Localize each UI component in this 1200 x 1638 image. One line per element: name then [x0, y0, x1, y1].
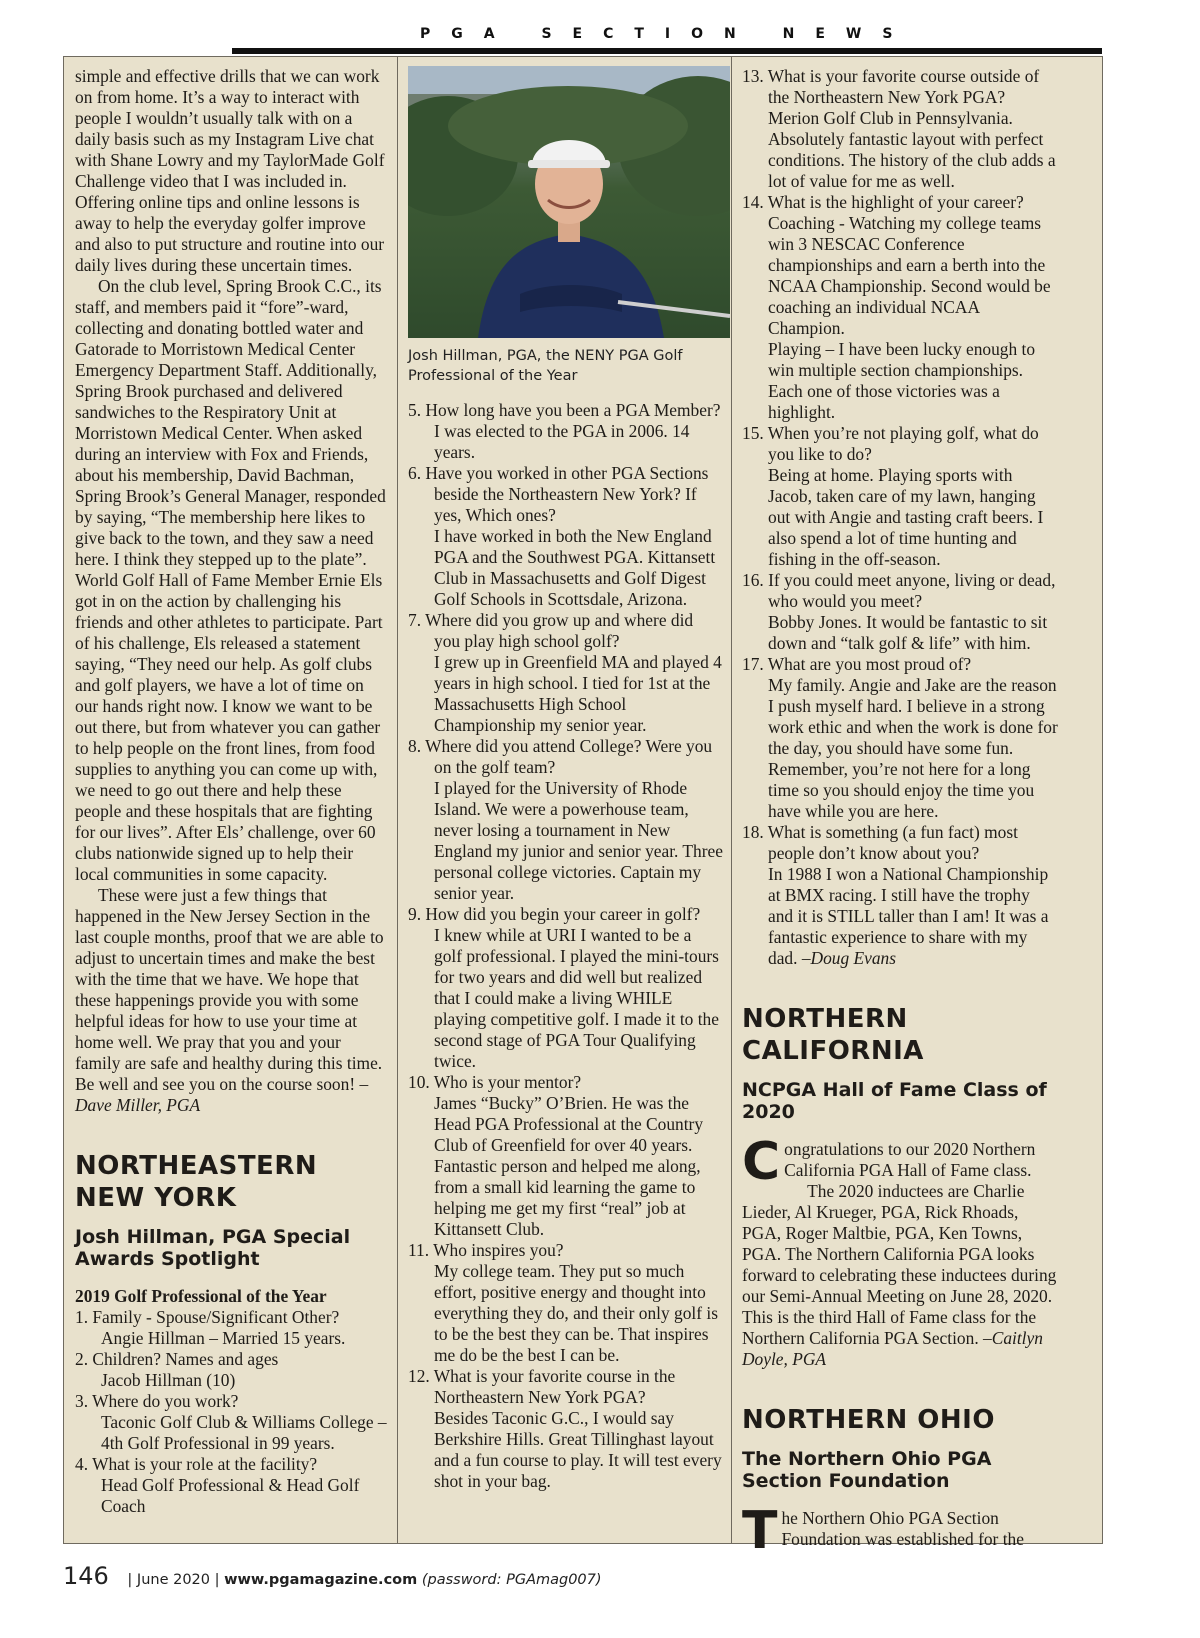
qa-question: 13. What is your favorite course outside of the Northeastern New York PGA? [742, 66, 1040, 107]
section-heading-neny: NORTHEASTERN NEW YORK [75, 1151, 318, 1213]
column-3 [742, 66, 1058, 1561]
portrait-illustration [408, 66, 730, 338]
qa-question: 2. Children? Names and ages [75, 1349, 279, 1369]
body-paragraph: On the club level, Spring Brook C.C., its staff, and members paid it “fore”-ward, collecting and donating bottled water and Gatorade to Morristown Medical Center Emergency Department Staff. Additionally, Spring Brook purchased and delivered sandwiches to the Respiratory Unit at Morristown Medical Center. When asked during an interview with Fox and Friends, about his membership, David Bachman, Spring Brook’s General Manager, responded by saying, “The membership here likes to give back to the town, and they saw a need here. I think they stepped up to the plate”. World Golf Hall of Fame Member Ernie Els got in on the action by challenging his friends and other athletes to participate. Part of his challenge, Els released a statement saying, “They need our help. As golf clubs and golf players, we have a lot of time on our hands right now. I know we want to be out there, but from whatever you can gather to help people on the front lines, from food supplies to anything you can come up with, we need to go out there and help these people and these hospitals that are fighting for our lives”. After Els’ challenge, over 60 clubs nationwide signed up to help their local communities in some capacity. [75, 276, 386, 884]
qa-answer: I knew while at URI I wanted to be a golf professional. I played the mini-tours for two years and did well but realized that I could make a living WHILE playing competitive golf. I made it to the second stage of PGA Tour Qualifying twice. [434, 925, 719, 1071]
qa-question: 8. Where did you attend College? Were you on the golf team? [408, 736, 713, 777]
qa-answer: I have worked in both the New England PGA and the Southwest PGA. Kittansett Club in Massachusetts and Golf Digest Golf Schools in Scottsdale, Arizona. [434, 526, 716, 609]
page-number: 146 [63, 1562, 109, 1590]
qa-answer: My family. Angie and Jake are the reason I push myself hard. I believe in a strong work ethic and when the work is done for the day, you should have some fun. Remember, you’re not here for a long time so you should enjoy the time you have while you are here. [768, 675, 1058, 821]
qa-question: 14. What is the highlight of your career? [742, 192, 1024, 212]
qa-answer: My college team. They put so much effort, positive energy and thought into everything they do, and their only golf is to be the best they can be. That inspires me do be the best I can be. [434, 1261, 718, 1365]
qa-answer: Being at home. Playing sports with Jacob, taken care of my lawn, hanging out with Angie and tasting craft beers. I also spend a lot of time hunting and fishing in the off-season. [768, 465, 1044, 569]
column-1 [75, 66, 387, 1517]
qa-answer: Besides Taconic G.C., I would say Berkshire Hills. Great Tillinghast layout and a fun course to play. It will test every shot in your bag. [434, 1408, 722, 1491]
section-heading-northern-california: NORTHERN CALIFORNIA [742, 1004, 924, 1066]
qa-answer: Bobby Jones. It would be fantastic to sit down and “talk golf & life” with him. [768, 612, 1048, 653]
author-signoff: –Dave Miller, PGA [75, 1074, 369, 1115]
qa-answer: I played for the University of Rhode Island. We were a powerhouse team, never losing a tournament in New England my junior and senior year. Three personal college victories. Captain my senior year. [434, 778, 723, 903]
qa-answer: Merion Golf Club in Pennsylvania. Absolutely fantastic layout with perfect conditions. The history of the club adds a lot of value for me as well. [768, 108, 1056, 191]
section-heading-northern-ohio: NORTHERN OHIO [742, 1405, 995, 1435]
subheading: NCPGA Hall of Fame Class of 2020 [742, 1079, 1047, 1123]
qa-answer: In 1988 I won a National Championship at BMX racing. I still have the trophy and it is STILL taller than I am! It was a fantastic experience to share with my dad. –Doug Evans [768, 864, 1049, 968]
qa-answer: Taconic Golf Club & Williams College – 4th Golf Professional in 99 years. [101, 1412, 387, 1453]
qa-list [742, 66, 1058, 969]
subheading: Josh Hillman, PGA Special Awards Spotlight [75, 1226, 351, 1270]
qa-question: 4. What is your role at the facility? [75, 1454, 318, 1474]
author-signoff: –Doug Evans [801, 948, 897, 968]
qa-question: 6. Have you worked in other PGA Sections beside the Northeastern New York? If yes, Which ones? [408, 463, 709, 525]
qa-answer: Jacob Hillman (10) [101, 1370, 236, 1390]
qa-question: 15. When you’re not playing golf, what do you like to do? [742, 423, 1039, 464]
author-signoff: –Caitlyn Doyle, PGA [742, 1328, 1043, 1369]
qa-answer: Angie Hillman – Married 15 years. [101, 1328, 346, 1348]
portrait-photo [408, 66, 730, 338]
qa-question: 5. How long have you been a PGA Member? [408, 400, 721, 420]
section-header-title: PGA SECTION NEWS [420, 26, 914, 42]
qa-answer: Playing – I have been lucky enough to win multiple section championships. Each one of those victories was a highlight. [768, 339, 1036, 422]
body-paragraph: The 2020 inductees are Charlie Lieder, Al Krueger, PGA, Rick Rhoads, PGA, Roger Maltbie, PGA, Ken Towns, PGA. The Northern California PGA looks forward to celebrating these inductees during our Semi-Annual Meeting on June 28, 2020. This is the third Hall of Fame class for the Northern California PGA Section. –Caitlyn Doyle, PGA [742, 1181, 1057, 1369]
column-divider [397, 57, 398, 1543]
qa-answer: I grew up in Greenfield MA and played 4 years in high school. I tied for 1st at the Massachusetts High School Championship my senior year. [434, 652, 722, 735]
qa-question: 1. Family - Spouse/Significant Other? [75, 1307, 340, 1327]
page-footer: 146 | June 2020 | www.pgamagazine.com (password: PGAmag007) [63, 1562, 602, 1590]
qa-answer: Head Golf Professional & Head Golf Coach [101, 1475, 360, 1516]
qa-question: 12. What is your favorite course in the Northeastern New York PGA? [408, 1366, 676, 1407]
photo-caption: Josh Hillman, PGA, the NENY PGA Golf Professional of the Year [408, 348, 683, 384]
qa-question: 10. Who is your mentor? [408, 1072, 582, 1092]
column-divider [731, 57, 732, 1543]
qa-question: 9. How did you begin your career in golf? [408, 904, 701, 924]
qa-question: 17. What are you most proud of? [742, 654, 972, 674]
qa-question: 7. Where did you grow up and where did you play high school golf? [408, 610, 694, 651]
article-frame [63, 56, 1103, 1561]
header-rule [232, 48, 1102, 54]
subheading: The Northern Ohio PGA Section Foundation [742, 1448, 992, 1492]
qa-question: 11. Who inspires you? [408, 1240, 564, 1260]
qa-question: 18. What is something (a fun fact) most people don’t know about you? [742, 822, 1018, 863]
qa-question: 16. If you could meet anyone, living or dead, who would you meet? [742, 570, 1056, 611]
issue-date: June 2020 [136, 1572, 211, 1588]
magazine-link[interactable]: www.pgamagazine.com [224, 1572, 418, 1588]
body-paragraph: The Northern Ohio PGA Section Foundation was established for the [742, 1501, 1024, 1561]
qa-answer: James “Bucky” O’Brien. He was the Head PGA Professional at the Country Club of Greenfield for over 40 years. Fantastic person and helped me along, from a small kid learning the game to helping me get my first “real” job at Kittansett Club. [434, 1093, 704, 1239]
qa-list [75, 1307, 387, 1517]
drop-cap: C [742, 1132, 781, 1192]
qa-question: 3. Where do you work? [75, 1391, 239, 1411]
column-2 [408, 66, 723, 1492]
qa-answer: Coaching - Watching my college teams win 3 NESCAC Conference championships and earn a berth into the NCAA Championship. Second would be coaching an individual NCAA Champion. [768, 213, 1051, 338]
qa-answer: I was elected to the PGA in 2006. 14 years. [434, 421, 690, 462]
password-note: (password: PGAmag007) [421, 1572, 602, 1588]
award-title: 2019 Golf Professional of the Year [75, 1286, 327, 1306]
body-paragraph: simple and effective drills that we can work on from home. It’s a way to interact with people I wouldn’t usually talk with on a daily basis such as my Instagram Live chat with Shane Lowry and my TaylorMade Golf Challenge video that I was included in. Offering online tips and online lessons is away to help the everyday golfer improve and also to put structure and routine into our daily lives during these uncertain times. [75, 66, 385, 275]
body-paragraph: Congratulations to our 2020 Northern California PGA Hall of Fame class. [742, 1132, 1036, 1192]
qa-list [408, 400, 723, 1492]
body-paragraph: These were just a few things that happened in the New Jersey Section in the last couple months, proof that we are able to adjust to uncertain times and make the best with the time that we have. We hope that these happenings provide you with some helpful ideas for how to use your time at home well. We pray that you and your family are safe and healthy during this time. Be well and see you on the course soon! –Dave Miller, PGA [75, 885, 384, 1115]
drop-cap: T [742, 1501, 778, 1561]
